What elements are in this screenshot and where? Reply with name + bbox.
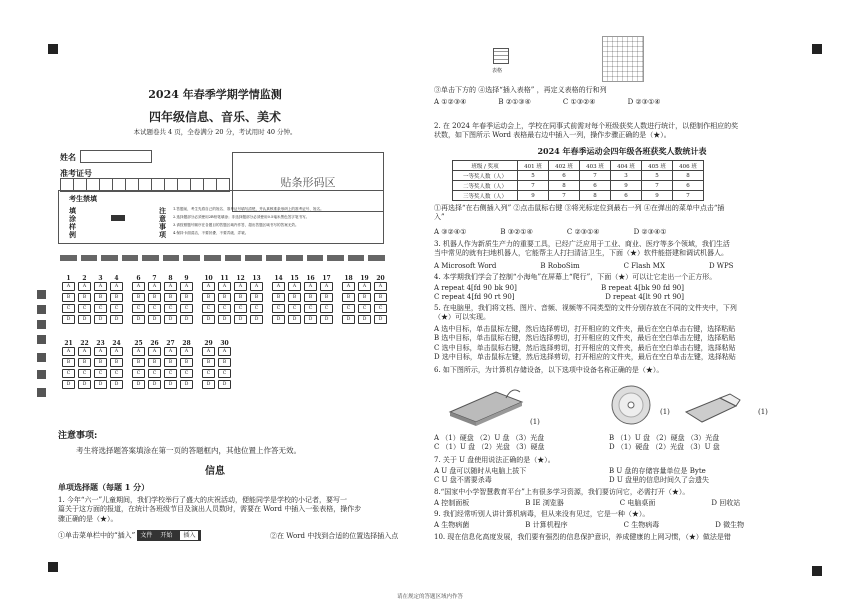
question-number: 30 bbox=[220, 340, 229, 347]
q2-steps: ①再选择“在右侧插入列” ②点击鼠标右键 ③将光标定位到最右一列 ④在弹出的菜单中点击“插 入” bbox=[434, 204, 725, 222]
answer-bubble[interactable]: B bbox=[304, 293, 317, 302]
answer-bubble[interactable]: C bbox=[304, 304, 317, 313]
answer-bubble[interactable]: A bbox=[342, 282, 355, 291]
question-number: 7 bbox=[152, 275, 157, 282]
answer-bubble[interactable]: B bbox=[148, 293, 161, 302]
question-number: 17 bbox=[322, 275, 331, 282]
answer-bubble[interactable]: C bbox=[234, 304, 247, 313]
question-number: 8 bbox=[168, 275, 173, 282]
answer-bubble[interactable]: D bbox=[218, 315, 231, 324]
answer-bubble[interactable]: C bbox=[180, 304, 193, 313]
answer-bubble[interactable]: A bbox=[148, 282, 161, 291]
table-cell: 8 bbox=[580, 191, 611, 201]
bubble-column bbox=[110, 275, 123, 326]
answer-bubble[interactable]: B bbox=[250, 293, 263, 302]
bubble-column bbox=[148, 275, 161, 326]
corner-marker bbox=[48, 44, 58, 54]
answer-bubble[interactable]: C bbox=[342, 304, 355, 313]
bubble-column bbox=[132, 275, 145, 326]
table-icon-label: 表格 bbox=[492, 68, 503, 74]
answer-bubble[interactable]: A bbox=[62, 347, 75, 356]
fill-sample-label: 填涂样例 bbox=[69, 206, 76, 239]
answer-bubble[interactable]: D bbox=[78, 380, 91, 389]
table-cell: 9 bbox=[611, 181, 642, 191]
question-number: 1 bbox=[66, 275, 71, 282]
answer-bubble[interactable]: C bbox=[78, 369, 91, 378]
barcode-area: 贴条形码区 bbox=[232, 152, 384, 212]
answer-bubble[interactable]: D bbox=[180, 380, 193, 389]
table-header-cell: 406 班 bbox=[673, 161, 704, 171]
answer-bubble[interactable]: C bbox=[132, 304, 145, 313]
answer-bubble[interactable]: D bbox=[62, 380, 75, 389]
bubble-column bbox=[78, 340, 91, 391]
answer-bubble[interactable]: D bbox=[342, 315, 355, 324]
bubble-column bbox=[202, 275, 215, 326]
question-4: 4. 本学期我们学会了控制“小海龟”在屏幕上“爬行”，下面（★）可以让它走出一个正方形。 bbox=[434, 273, 717, 281]
answer-bubble[interactable]: A bbox=[272, 282, 285, 291]
question-5: 5. 在电脑里，我们将文档、图片、音频、视频等不同类型的文件分别存放在不同的文件夹中，下列 （★）可以实现。 bbox=[434, 304, 737, 322]
q1-steps-top: ③单击下方的 ④选择“插入表格” ，再定义表格的行和列 bbox=[434, 86, 607, 94]
table-cell: 7 bbox=[580, 171, 611, 181]
question-number: 6 bbox=[136, 275, 141, 282]
exam-title: 2024 年春季学期学情监测 bbox=[148, 88, 282, 101]
usb-drive-icon bbox=[682, 392, 742, 426]
answer-bubble[interactable]: A bbox=[218, 282, 231, 291]
answer-bubble[interactable]: B bbox=[202, 293, 215, 302]
table-header-cell: 405 班 bbox=[642, 161, 673, 171]
answer-bubble[interactable]: D bbox=[180, 315, 193, 324]
question-number: 15 bbox=[290, 275, 299, 282]
answer-bubble[interactable]: B bbox=[218, 358, 231, 367]
bubble-column bbox=[304, 275, 317, 326]
question-number: 10 bbox=[204, 275, 213, 282]
answer-bubble[interactable]: B bbox=[272, 293, 285, 302]
answer-bubble[interactable]: C bbox=[62, 369, 75, 378]
answer-bubble[interactable]: A bbox=[358, 282, 371, 291]
award-table bbox=[452, 160, 704, 201]
answer-bubble[interactable]: B bbox=[132, 358, 145, 367]
bubble-column bbox=[180, 275, 193, 326]
question-number: 4 bbox=[114, 275, 119, 282]
table-icon bbox=[493, 48, 509, 64]
side-marker bbox=[37, 290, 46, 299]
bubble-column bbox=[234, 275, 247, 326]
corner-marker bbox=[812, 566, 822, 576]
table-cell: 6 bbox=[580, 181, 611, 191]
question-number: 26 bbox=[150, 340, 159, 347]
question-number: 21 bbox=[64, 340, 73, 347]
menu-insert[interactable]: 插入 bbox=[180, 531, 198, 540]
answer-bubble[interactable]: B bbox=[62, 293, 75, 302]
question-8: 8.“国家中小学智慧教育平台”上有很多学习资源，我们要访问它，必需打开（★）。 bbox=[434, 488, 690, 496]
q4-options: A repeat 4[fd 90 bk 90] B repeat 4[bk 90 fd 90] C repeat 4[fd 90 rt 90] D repeat 4[lt 90 rt 90] bbox=[434, 284, 684, 302]
bubble-column bbox=[218, 340, 231, 391]
bubble-column bbox=[164, 340, 177, 391]
answer-bubble[interactable]: B bbox=[374, 293, 387, 302]
bubble-column bbox=[374, 275, 387, 326]
answer-bubble[interactable]: B bbox=[164, 358, 177, 367]
answer-bubble[interactable]: C bbox=[320, 304, 333, 313]
answer-bubble[interactable]: D bbox=[202, 315, 215, 324]
answer-bubble[interactable]: C bbox=[94, 304, 107, 313]
notes-list: 1.答题前，考生先将自己的姓名、准考证号填写清楚，并认真核准条形码上的准考证号、姓名。 2.选择题部分必须使用2B铅笔填涂；非选择题部分必须使用0.5毫米黑色签字笔书写。 3.请按照题号顺序在各题目的答题区域内作答，超出答题区域书写的答案无效。 4.保持卡面清洁，不要折叠、不要弄破、弄皱。 bbox=[173, 207, 324, 235]
menu-start[interactable]: 开始 bbox=[160, 532, 173, 539]
corner-marker bbox=[48, 562, 58, 572]
answer-bubble[interactable]: A bbox=[202, 347, 215, 356]
page-footer: 请在规定的答题区域内作答 bbox=[396, 594, 463, 600]
answer-bubble[interactable]: A bbox=[148, 347, 161, 356]
answer-bubble[interactable]: C bbox=[164, 369, 177, 378]
answer-bubble[interactable]: D bbox=[132, 315, 145, 324]
answer-bubble[interactable]: C bbox=[374, 304, 387, 313]
q7-options: A U 盘可以随时从电脑上拔下 B U 盘的存储容量单位是 Byte C U 盘不需要杀毒 D U 盘里的信息时间久了会遗失 bbox=[434, 467, 709, 485]
question-6: 6. 如下图所示，为计算机存储设备，以下选项中设备名称正确的是（★）。 bbox=[434, 366, 664, 374]
question-10: 10. 现在信息化高度发展，我们要有强烈的信息保护意识，养成健康的上网习惯，（★）做法是错 bbox=[434, 533, 731, 541]
table-cell: 5 bbox=[518, 171, 549, 181]
bubble-column bbox=[250, 275, 263, 326]
table-cell: 7 bbox=[518, 181, 549, 191]
side-marker bbox=[37, 305, 46, 314]
answer-bubble[interactable]: B bbox=[110, 358, 123, 367]
q6-options: A （1）硬盘 （2）U 盘 （3）光盘 B （1）U 盘 （2）硬盘 （3）光盘 C （1）U 盘 （2）光盘 （3）硬盘 D （1）硬盘 （2）光盘 （3）U 盘 bbox=[434, 434, 720, 452]
answer-bubble[interactable]: A bbox=[164, 347, 177, 356]
exam-info: 本试题卷共 4 页，全卷满分 20 分，考试用时 40 分钟。 bbox=[133, 128, 297, 136]
answer-bubble[interactable]: D bbox=[94, 380, 107, 389]
answer-bubble[interactable]: D bbox=[164, 315, 177, 324]
timing-strip bbox=[60, 255, 385, 261]
question-number: 11 bbox=[220, 275, 229, 282]
insert-table-grid bbox=[602, 36, 644, 82]
name-label: 姓名 bbox=[60, 152, 76, 162]
answer-bubble[interactable]: B bbox=[180, 358, 193, 367]
optical-disc-icon bbox=[610, 384, 652, 426]
table-cell: 一等奖人数（人） bbox=[453, 171, 518, 181]
question-number: 27 bbox=[166, 340, 175, 347]
bubble-column bbox=[62, 275, 75, 326]
q9-options: A 生物病菌 B 计算机程序 C 生物病毒 D 微生物 bbox=[434, 521, 745, 529]
answer-bubble[interactable]: C bbox=[110, 304, 123, 313]
question-3: 3. 机器人作为新质生产力的重要工具，已经广泛应用于工业、商业、医疗等多个领域，我们生活 当中常见的就有扫地机器人，它能帮主人打扫清洁卫生，下面（★）软件能搭建和调试机器人。 bbox=[434, 240, 730, 258]
table-cell: 8 bbox=[549, 181, 580, 191]
side-marker bbox=[37, 370, 46, 379]
answer-bubble[interactable]: C bbox=[250, 304, 263, 313]
answer-bubble[interactable]: D bbox=[304, 315, 317, 324]
question-number: 22 bbox=[80, 340, 89, 347]
answer-bubble[interactable]: A bbox=[110, 347, 123, 356]
table-cell: 9 bbox=[518, 191, 549, 201]
table-row bbox=[453, 191, 704, 201]
hard-disk-icon bbox=[446, 384, 526, 426]
question-number: 28 bbox=[182, 340, 191, 347]
answer-bubble[interactable]: B bbox=[202, 358, 215, 367]
answer-bubble[interactable]: A bbox=[94, 282, 107, 291]
answer-bubble[interactable]: B bbox=[288, 293, 301, 302]
question-number: 19 bbox=[360, 275, 369, 282]
answer-bubble[interactable]: A bbox=[62, 282, 75, 291]
table-cell: 8 bbox=[673, 171, 704, 181]
answer-bubble[interactable]: C bbox=[202, 304, 215, 313]
bubble-column bbox=[272, 275, 285, 326]
answer-bubble[interactable]: A bbox=[202, 282, 215, 291]
answer-bubble[interactable]: D bbox=[110, 380, 123, 389]
award-table-title: 2024 年春季运动会四年级各班获奖人数统计表 bbox=[537, 146, 707, 156]
answer-bubble[interactable]: C bbox=[94, 369, 107, 378]
answer-bubble[interactable]: D bbox=[110, 315, 123, 324]
answer-bubble[interactable]: B bbox=[94, 293, 107, 302]
answer-bubble[interactable]: B bbox=[234, 293, 247, 302]
answer-bubble[interactable]: A bbox=[78, 347, 91, 356]
answer-bubble[interactable]: B bbox=[180, 293, 193, 302]
bubble-column bbox=[288, 275, 301, 326]
answer-bubble[interactable]: D bbox=[132, 380, 145, 389]
question-number: 24 bbox=[112, 340, 121, 347]
table-cell: 三等奖人数（人） bbox=[453, 191, 518, 201]
answer-bubble[interactable]: C bbox=[110, 369, 123, 378]
answer-bubble[interactable]: C bbox=[218, 304, 231, 313]
bubble-column bbox=[342, 275, 355, 326]
table-header-cell: 403 班 bbox=[580, 161, 611, 171]
q2-options: A ③②④① B ③②①④ C ②③①④ D ②③④① bbox=[434, 228, 667, 236]
answer-bubble[interactable]: A bbox=[250, 282, 263, 291]
bubble-column bbox=[62, 340, 75, 391]
question-9: 9. 我们经常听别人讲计算机病毒，但从来没有见过，它是一种（★）。 bbox=[434, 510, 650, 518]
question-number: 18 bbox=[344, 275, 353, 282]
answer-bubble[interactable]: D bbox=[164, 380, 177, 389]
answer-bubble[interactable]: C bbox=[62, 304, 75, 313]
bubble-column bbox=[94, 275, 107, 326]
bubble-column bbox=[164, 275, 177, 326]
answer-bubble[interactable]: D bbox=[62, 315, 75, 324]
answer-bubble[interactable]: C bbox=[132, 369, 145, 378]
sub-section-title: 单项选择题（每题 1 分） bbox=[58, 482, 150, 492]
answer-bubble[interactable]: C bbox=[148, 369, 161, 378]
bubble-column bbox=[202, 340, 215, 391]
answer-bubble[interactable]: B bbox=[148, 358, 161, 367]
section-title: 信息 bbox=[205, 466, 225, 477]
side-marker bbox=[37, 353, 46, 362]
question-7: 7. 关于 U 盘使用说法正确的是（★）。 bbox=[434, 456, 555, 464]
table-cell: 7 bbox=[549, 191, 580, 201]
q1-step2: ②在 Word 中找到合适的位置选择插入点 bbox=[270, 532, 399, 540]
answer-bubble[interactable]: C bbox=[288, 304, 301, 313]
name-field[interactable] bbox=[80, 150, 152, 163]
answer-bubble[interactable]: C bbox=[272, 304, 285, 313]
answer-bubble[interactable]: C bbox=[78, 304, 91, 313]
answer-bubble[interactable]: D bbox=[234, 315, 247, 324]
question-number: 14 bbox=[274, 275, 283, 282]
notice-box bbox=[58, 190, 384, 244]
table-row bbox=[453, 181, 704, 191]
corner-marker bbox=[812, 44, 822, 54]
device-label-1: (1) bbox=[530, 418, 540, 426]
answer-bubble[interactable]: A bbox=[94, 347, 107, 356]
notes-label: 注意事项 bbox=[159, 206, 166, 239]
answer-bubble[interactable]: D bbox=[78, 315, 91, 324]
answer-bubble[interactable]: A bbox=[320, 282, 333, 291]
answer-bubble[interactable]: C bbox=[164, 304, 177, 313]
side-marker bbox=[37, 335, 46, 344]
answer-bubble[interactable]: B bbox=[132, 293, 145, 302]
bubble-column bbox=[320, 275, 333, 326]
question-number: 23 bbox=[96, 340, 105, 347]
answer-bubble[interactable]: D bbox=[148, 380, 161, 389]
bubble-column bbox=[148, 340, 161, 391]
answer-bubble[interactable]: C bbox=[358, 304, 371, 313]
exam-subject: 四年级信息、音乐、美术 bbox=[148, 110, 281, 124]
side-marker bbox=[37, 320, 46, 329]
device-label-3: (1) bbox=[758, 408, 768, 416]
question-number: 20 bbox=[376, 275, 385, 282]
q8-options: A 控制面板 B IE 浏览器 C 电脑桌面 D 回收站 bbox=[434, 499, 741, 507]
answer-bubble[interactable]: B bbox=[320, 293, 333, 302]
answer-bubble[interactable]: A bbox=[234, 282, 247, 291]
q1-options: A ①②③④ B ②①③④ C ①③②④ D ②③①④ bbox=[434, 98, 661, 106]
menu-file[interactable]: 文件 bbox=[140, 532, 153, 539]
question-number: 16 bbox=[306, 275, 315, 282]
table-cell: 6 bbox=[611, 191, 642, 201]
answer-bubble[interactable]: D bbox=[202, 380, 215, 389]
answer-bubble[interactable]: A bbox=[288, 282, 301, 291]
answer-bubble[interactable]: D bbox=[148, 315, 161, 324]
table-header-cell: 401 班 bbox=[518, 161, 549, 171]
answer-bubble[interactable]: A bbox=[304, 282, 317, 291]
table-row bbox=[453, 171, 704, 181]
question-number: 9 bbox=[184, 275, 189, 282]
bubble-column bbox=[358, 275, 371, 326]
table-cell: 7 bbox=[673, 191, 704, 201]
answer-bubble[interactable]: D bbox=[94, 315, 107, 324]
answer-bubble[interactable]: A bbox=[218, 347, 231, 356]
answer-bubble[interactable]: D bbox=[218, 380, 231, 389]
table-cell: 6 bbox=[673, 181, 704, 191]
answer-bubble[interactable]: D bbox=[358, 315, 371, 324]
answer-bubble[interactable]: B bbox=[218, 293, 231, 302]
question-number: 29 bbox=[204, 340, 213, 347]
answer-bubble[interactable]: A bbox=[110, 282, 123, 291]
answer-bubble[interactable]: A bbox=[180, 347, 193, 356]
answer-bubble[interactable]: A bbox=[78, 282, 91, 291]
question-2: 2. 在 2024 年春季运动会上，学校在同事式前需对每个班级获奖人数进行统计，以便制作相应的奖 状数，如下图所示 Word 表格最右边中插入一列，操作步骤正确的是（★）。 bbox=[434, 122, 739, 140]
table-cell: 7 bbox=[642, 181, 673, 191]
q1-step1: ①单击菜单栏中的“插入” 文件 开始 插入 bbox=[58, 530, 201, 541]
answer-bubble[interactable]: D bbox=[288, 315, 301, 324]
bubble-column bbox=[78, 275, 91, 326]
answer-bubble[interactable]: A bbox=[180, 282, 193, 291]
question-number: 13 bbox=[252, 275, 261, 282]
notice-title: 考生禁填 bbox=[69, 194, 97, 203]
device-label-2: (1) bbox=[660, 408, 670, 416]
answer-bubble[interactable]: A bbox=[164, 282, 177, 291]
question-number: 25 bbox=[134, 340, 143, 347]
answer-bubble[interactable]: B bbox=[110, 293, 123, 302]
bubble-column bbox=[94, 340, 107, 391]
bubble-column bbox=[110, 340, 123, 391]
answer-bubble[interactable]: C bbox=[180, 369, 193, 378]
answer-bubble[interactable]: A bbox=[374, 282, 387, 291]
q3-options: A Microsoft Word B RoboSim C Flash MX D WPS bbox=[434, 262, 734, 270]
bubble-column bbox=[180, 340, 193, 391]
table-header-cell: 班级 / 奖项 bbox=[453, 161, 518, 171]
table-cell: 6 bbox=[549, 171, 580, 181]
word-menubar bbox=[137, 530, 201, 541]
answer-bubble[interactable]: B bbox=[94, 358, 107, 367]
notice-heading: 注意事项: bbox=[58, 431, 98, 441]
answer-bubble[interactable]: C bbox=[148, 304, 161, 313]
answer-bubble[interactable]: D bbox=[320, 315, 333, 324]
table-header-cell: 402 班 bbox=[549, 161, 580, 171]
fill-sample bbox=[111, 215, 125, 221]
question-number: 12 bbox=[236, 275, 245, 282]
answer-bubble[interactable]: B bbox=[78, 293, 91, 302]
question-number: 3 bbox=[98, 275, 103, 282]
answer-bubble[interactable]: D bbox=[250, 315, 263, 324]
answer-bubble[interactable]: B bbox=[62, 358, 75, 367]
question-1: 1. 今年“六一”儿童期间，我们学校举行了盛大的庆祝活动，便能同学是学校的小记者，要写一 篇关于这方面的报道，在统计各班级节目及演出人员数时，需要在 Word 中插入一张表格，操作步 骤正确的是（★）。 bbox=[58, 496, 362, 523]
table-cell: 二等奖人数（人） bbox=[453, 181, 518, 191]
answer-bubble[interactable]: B bbox=[342, 293, 355, 302]
table-cell: 3 bbox=[611, 171, 642, 181]
id-label: 准考证号 bbox=[60, 168, 92, 178]
table-cell: 5 bbox=[642, 171, 673, 181]
bubble-column bbox=[218, 275, 231, 326]
answer-bubble[interactable]: B bbox=[164, 293, 177, 302]
answer-bubble[interactable]: C bbox=[218, 369, 231, 378]
question-number: 2 bbox=[82, 275, 87, 282]
answer-bubble[interactable]: B bbox=[358, 293, 371, 302]
side-marker bbox=[37, 388, 46, 397]
answer-bubble[interactable]: C bbox=[202, 369, 215, 378]
bubble-column bbox=[132, 340, 145, 391]
table-header-cell: 404 班 bbox=[611, 161, 642, 171]
answer-bubble[interactable]: D bbox=[374, 315, 387, 324]
table-cell: 9 bbox=[642, 191, 673, 201]
answer-bubble[interactable]: D bbox=[272, 315, 285, 324]
answer-bubble[interactable]: A bbox=[132, 282, 145, 291]
q5-options: A 选中目标，单击鼠标左键，然后选择剪切，打开相应的文件夹，最后在空白单击右键，选择粘贴 B 选中目标，单击鼠标右键，然后选择剪切，打开相应的文件夹，最后在空白单击左键，选择粘贴 C 选中目标，单击鼠标右键，然后选择剪切，打开相应的文件夹，最后在空白单击右键，选择粘贴 D 选中目标，单击鼠标左键，然后选择剪切，打开相应的文件夹，最后在空白单击左键，选择粘贴 bbox=[434, 325, 736, 362]
notice-body: 考生将选择题答案填涂在第一页的答题框内，其他位置上作答无效。 bbox=[76, 446, 301, 455]
answer-bubble[interactable]: B bbox=[78, 358, 91, 367]
answer-bubble[interactable]: A bbox=[132, 347, 145, 356]
